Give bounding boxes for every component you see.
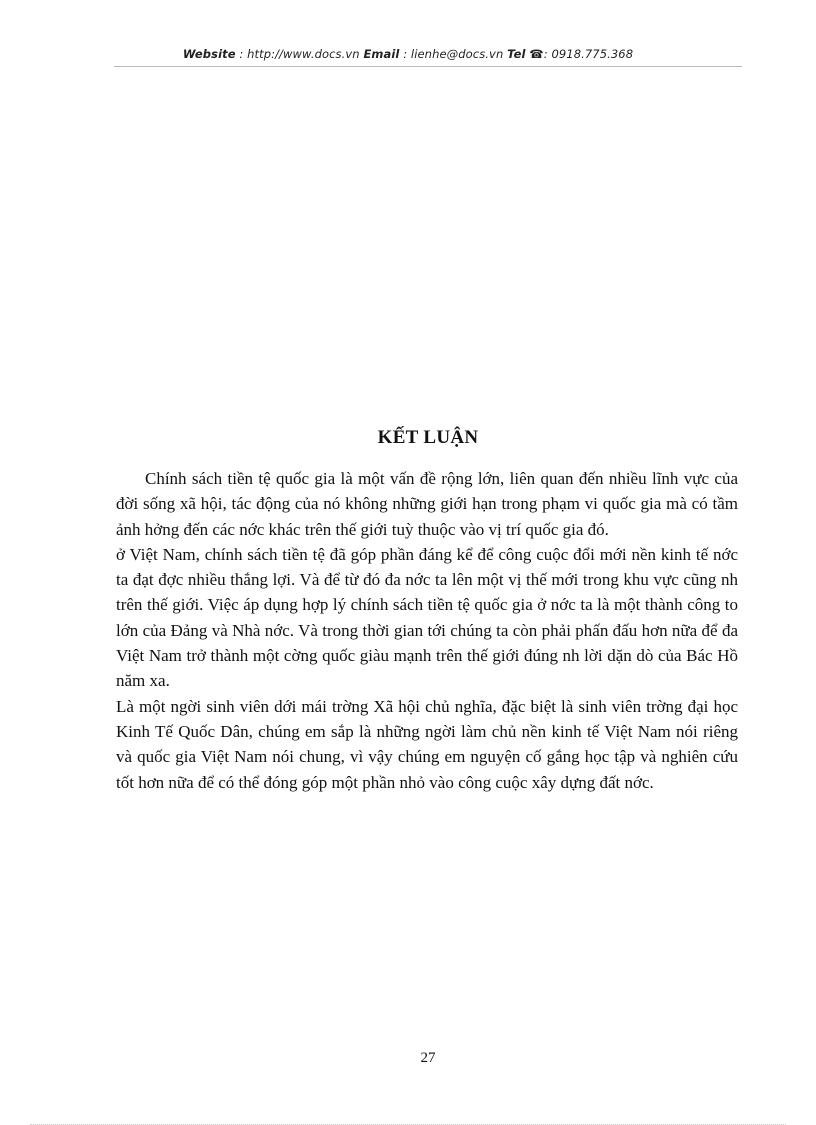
website-label: Website xyxy=(182,47,236,61)
body-text xyxy=(116,466,738,795)
email-label: Email xyxy=(363,47,400,61)
email-value: : lienhe@docs.vn xyxy=(403,47,504,61)
website-value: : http://www.docs.vn xyxy=(239,47,360,61)
paragraph-1: Chính sách tiền tệ quốc gia là một vấn đề rộng lớn, liên quan đến nhiều lĩnh vực của đời sống xã hội, tác động của nó không những giới hạn trong phạm vi quốc gia mà có tầm ảnh hởng đến các nớc khác trên thế giới tuỳ thuộc vào vị trí quốc gia đó. xyxy=(116,469,738,539)
page-title: KẾT LUẬN xyxy=(377,427,479,448)
header-divider xyxy=(114,66,742,67)
tel-label: Tel xyxy=(507,47,526,61)
paragraph-2: ở Việt Nam, chính sách tiền tệ đã góp phần đáng kể để công cuộc đổi mới nền kinh tế nớc ta đạt đợc nhiều thắng lợi. Và để từ đó đa nớc ta lên một vị thế mới trong khu vực cũng nh trên thế giới. Việc áp dụng hợp lý chính sách tiền tệ quốc gia ở nớc ta là một thành công to lớn của Đảng và Nhà nớc. Và trong thời gian tới chúng ta còn phải phấn đấu hơn nữa để đa Việt Nam trở thành một cờng quốc giàu mạnh trên thế giới đúng nh lời dặn dò của Bác Hồ năm xa. xyxy=(116,544,738,691)
page-header xyxy=(0,47,816,61)
page-number: 27 xyxy=(420,1050,436,1066)
phone-icon: ☎ xyxy=(529,47,544,61)
paragraph-3: Là một ngời sinh viên dới mái trờng Xã hội chủ nghĩa, đặc biệt là sinh viên trờng đại học Kinh Tế Quốc Dân, chúng em sắp là những ngời làm chủ nền kinh tế Việt Nam nói riêng và quốc gia Việt Nam nói chung, vì vậy chúng em nguyện cố gắng học tập và nghiên cứu tốt hơn nữa để có thể đóng góp một phần nhỏ vào công cuộc xây dựng đất nớc. xyxy=(116,696,738,792)
tel-value: : 0918.775.368 xyxy=(543,47,634,61)
